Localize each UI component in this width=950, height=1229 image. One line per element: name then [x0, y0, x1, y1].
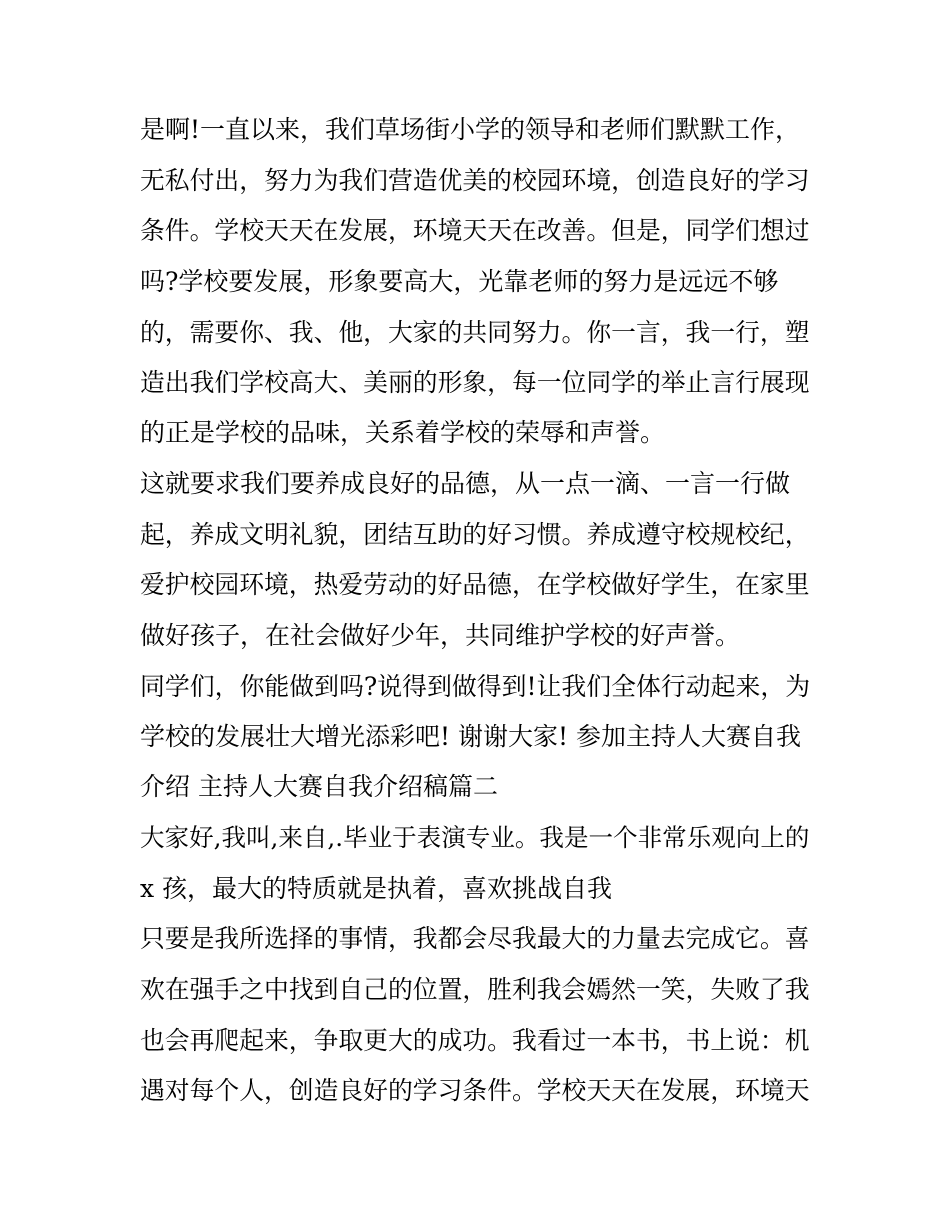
text-line: 无私付出，努力为我们营造优美的校园环境，创造良好的学习 — [140, 166, 810, 195]
text-line: 遇对每个人，创造良好的学习条件。学校天天在发展，环境天 — [140, 1076, 810, 1105]
text-line: 做好孩子，在社会做好少年，共同维护学校的好声誉。 — [140, 621, 741, 650]
text-line: 介绍 主持人大赛自我介绍稿篇二 — [140, 772, 498, 801]
text-line: 条件。学校天天在发展，环境天天在改善。但是，同学们想过 — [140, 216, 810, 245]
text-line: 吗?学校要发展，形象要高大，光靠老师的努力是远远不够 — [140, 267, 779, 296]
text-line: 欢在强手之中找到自己的位置，胜利我会嫣然一笑，失败了我 — [140, 975, 810, 1004]
text-line: 的，需要你、我、他，大家的共同努力。你一言，我一行，塑 — [140, 318, 810, 347]
text-line: 起，养成文明礼貌，团结互助的好习惯。养成遵守校规校纪， — [140, 520, 810, 549]
text-line: 这就要求我们要养成良好的品德，从一点一滴、一言一行做 — [140, 469, 791, 498]
text-line: 爱护校园环境，热爱劳动的好品德，在学校做好学生，在家里 — [140, 570, 810, 599]
text-line: 学校的发展壮大增光添彩吧! 谢谢大家! 参加主持人大赛自我 — [140, 722, 801, 751]
text-line: x 孩，最大的特质就是执着，喜欢挑战自我 — [140, 874, 613, 903]
text-line: 的正是学校的品味，关系着学校的荣辱和声誉。 — [140, 418, 666, 447]
text-line: 大家好,我叫,来自,.毕业于表演专业。我是一个非常乐观向上的 — [140, 823, 810, 852]
text-line: 也会再爬起来，争取更大的成功。我看过一本书，书上说：机 — [140, 1026, 810, 1055]
text-line: 是啊!一直以来，我们草场街小学的领导和老师们默默工作， — [140, 115, 801, 144]
text-line: 造出我们学校高大、美丽的形象，每一位同学的举止言行展现 — [140, 368, 810, 397]
text-line: 同学们，你能做到吗?说得到做得到!让我们全体行动起来，为 — [140, 672, 811, 701]
text-line: 只要是我所选择的事情，我都会尽我最大的力量去完成它。喜 — [140, 924, 810, 953]
